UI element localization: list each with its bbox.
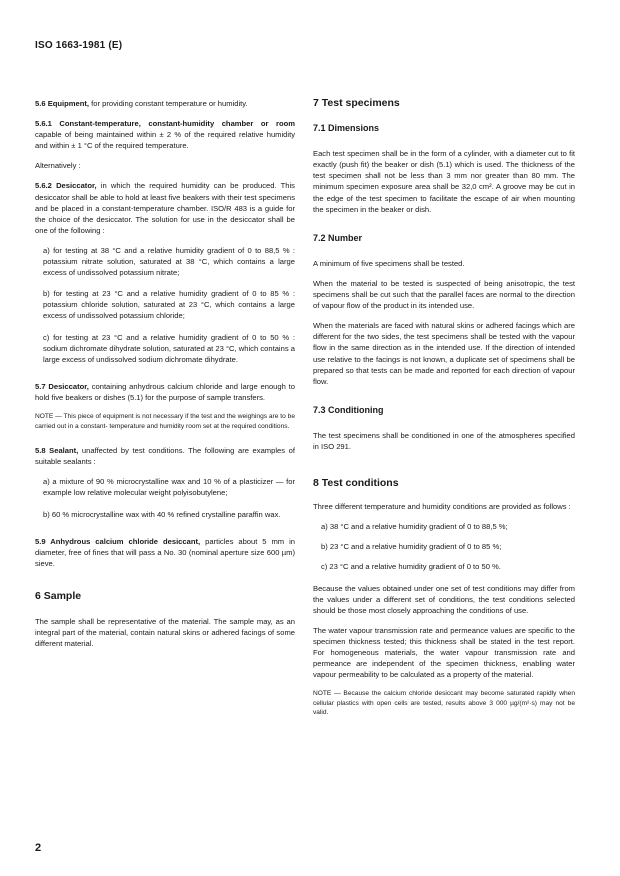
note-5-7: NOTE — This piece of equipment is not necessary if the test and the weighings are to be carried out in a constant- temperature and humidity room set at the required conditions. (35, 412, 295, 430)
condition-item-b: b) 23 °C and a relative humidity gradient of 0 to 85 %; (321, 542, 502, 552)
section-8-text-3: The water vapour transmission rate and permeance values are specific to the specimen thickness tested; this thickness shall be stated in the test report. For homogeneous materials, the water vapour transmission rate and permeance are independent of the specimen thickness, enabling water vapour permeability to be calculated as a property of the material. (313, 625, 575, 680)
sealant-item-a: a) a mixture of 90 % microcrystalline wax and 10 % of a plasticizer — for example low relative molecular weight polyisobutylene; (43, 477, 295, 498)
section-7-1-text: Each test specimen shall be in the form of a cylinder, with a diameter cut to fit exactly (push fit) the beaker or dish (5.1) which is used. The thickness of the test specimen shall not be less than 3 mm nor greater than 80 mm. The minimum specimen exposure area shall be 32,0 cm². A groove may be cut in the edge of the test specimen to facilitate the escape of air when mounting the specimen in the beaker or dish. (313, 149, 575, 214)
section-7-2-heading: 7.2 Number (313, 232, 363, 243)
section-7-heading: 7 Test specimens (313, 97, 400, 109)
section-5-9-text: particles about 5 mm in diameter, free of fines that will pass a No. 30 (nominal aperture size 600 µm) sieve. (35, 536, 295, 568)
page-number: 2 (35, 842, 42, 854)
section-8-text-1: Three different temperature and humidity conditions are provided as follows : (313, 502, 571, 512)
section-7-1-heading: 7.1 Dimensions (313, 123, 380, 134)
section-5-9-title: 5.9 Anhydrous calcium chloride desiccant, (35, 536, 201, 546)
section-5-6-1-title: 5.6.1 Constant-temperature, constant-humidity chamber or room (35, 119, 295, 129)
section-5-6-2-text: in which the required humidity can be produced. This desiccator shall be able to hold at least five beakers with their test specimens and be placed in a constant-temperature chamber. ISO/R 483 is a guide for the choice of the desiccator. The solution for use in the desiccator shall be one of the following : (35, 181, 295, 235)
section-7-2-text-3: When the materials are faced with natural skins or adhered facings which are different for the two sides, the test specimens shall be tested with the vapour flow in the same direction as in the intended use. If the direction of intended use relative to the facings is not known, a duplicate set of specimens shall be prepared so that tests can be made and reported for each direction of vapour flow. (313, 321, 575, 386)
conditions-list (313, 521, 575, 572)
section-7-2-text-2: When the material to be tested is suspected of being anisotropic, the test specimens shall be cut such that the parallel faces are normal to the direction of vapour flow of the product in its intended use. (313, 278, 575, 311)
section-5-6-title: Equipment, (47, 99, 90, 108)
section-8-heading: 8 Test conditions (313, 477, 399, 490)
alternatively-text: Alternatively : (35, 161, 81, 171)
section-5-6-number: 5.6 (35, 99, 46, 108)
section-7-3-heading: 7.3 Conditioning (313, 404, 384, 415)
section-6-text: The sample shall be representative of the material. The sample may, as an integral part of the material, contain natural skins or adhered facings of some different material. (35, 617, 295, 649)
sealant-item-b: b) 60 % microcrystalline wax with 40 % refined crystalline paraffin wax. (43, 509, 281, 519)
section-8-text-2: Because the values obtained under one set of test conditions may differ from the values under a different set of conditions, the test conditions selected should be those most closely approaching the conditions of use. (313, 583, 575, 615)
section-5-8-title: 5.8 Sealant, (35, 446, 79, 456)
section-5-7-text: containing anhydrous calcium chloride and large enough to hold five beakers or dishes (5.1) for the purpose of sample transfers. (35, 381, 295, 402)
section-5-6-text: for providing constant temperature or humidity. (91, 99, 248, 108)
section-5-8-text: unaffected by test conditions. The following are examples of suitable sealants : (35, 446, 295, 467)
section-7-3-text: The test specimens shall be conditioned in one of the atmospheres specified in ISO 291. (313, 430, 575, 451)
condition-item-a: a) 38 °C and a relative humidity gradient of 0 to 88,5 %; (321, 522, 508, 532)
section-5-6-1 (35, 118, 295, 151)
section-5-6 (35, 98, 295, 109)
section-5-7-title: 5.7 Desiccator, (35, 381, 89, 391)
section-5-7 (35, 381, 295, 403)
solution-item-a: a) for testing at 38 °C and a relative humidity gradient of 0 to 88,5 % : potassium nitrate solution, saturated at 38 °C, which contains a large excess of undissolved potassium nitrate; (43, 245, 295, 278)
solution-item-b: b) for testing at 23 °C and a relative humidity gradient of 0 to 85 % : potassium chloride solution, saturated at 23 °C, which contains a large excess of undissolved potassium chloride; (43, 289, 295, 321)
section-5-6-2-title: 5.6.2 Desiccator, (35, 181, 97, 191)
section-5-6-2 (35, 180, 295, 235)
solution-item-c: c) for testing at 23 °C and a relative humidity gradient of 0 to 50 % : sodium dichromate dihydrate solution, saturated at 23 °C, which contains a large excess of undissolved sodium dichromate dihydrate. (43, 332, 295, 364)
section-5-9 (35, 536, 295, 569)
right-column (313, 98, 575, 732)
section-5-6-1-text: capable of being maintained within ± 2 % of the required relative humidity and within ± 1 °C of the required temperature. (35, 130, 295, 151)
section-6-heading: 6 Sample (35, 589, 82, 602)
section-5-8 (35, 445, 295, 467)
document-header: ISO 1663-1981 (E) (35, 40, 123, 51)
condition-item-c: c) 23 °C and a relative humidity gradient of 0 to 50 %. (321, 562, 501, 572)
note-section-8: NOTE — Because the calcium chloride desiccant may become saturated rapidly when cellular plastics with open cells are tested, results above 3 000 µg/(m²·s) may not be valid. (313, 690, 575, 717)
section-7-2-text-1: A minimum of five specimens shall be tested. (313, 258, 465, 268)
left-column (35, 98, 295, 658)
